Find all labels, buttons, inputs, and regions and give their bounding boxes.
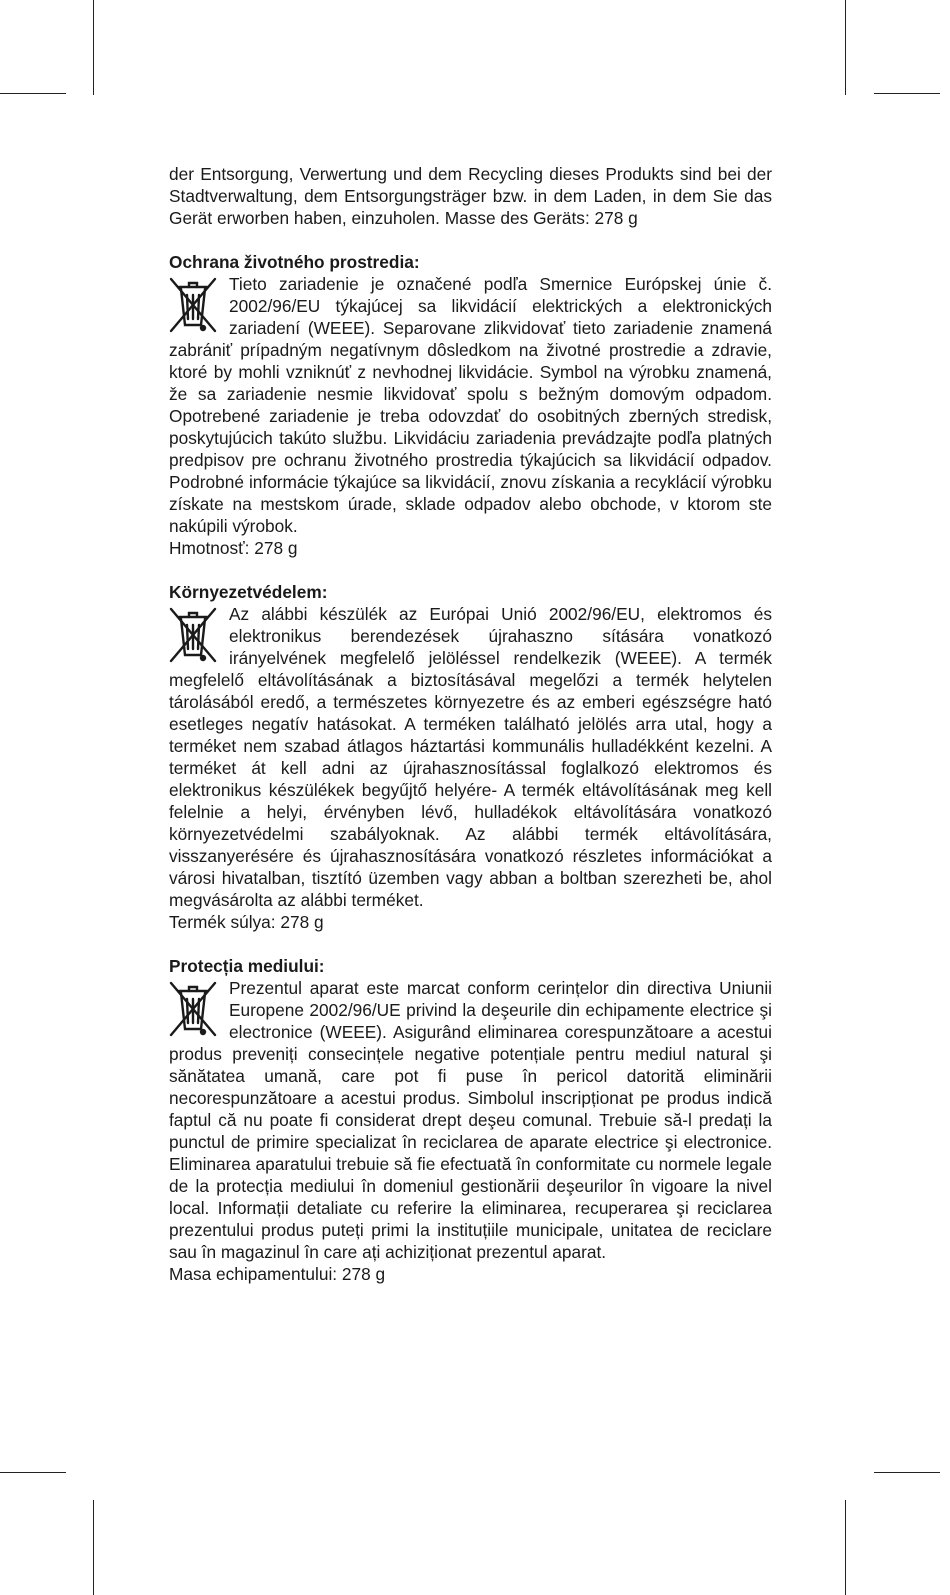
weee-bin-icon: [167, 603, 219, 669]
weee-bin-icon: [167, 977, 219, 1043]
crop-mark-right-top: [874, 93, 940, 94]
section-body: Prezentul aparat este marcat conform cerințelor din directiva Uniunii Europene 2002/96/UE privind la deşeurile din echipamente electrice şi electronice (WEEE). Asigurând eliminarea corespunzătoare a acestui produs preveniți consecințele negative potențiale pentru mediul natural şi sănătatea umană, care pot fi puse în pericol datorită eliminării necorespunzătoare a acestui produs. Simbolul inscripționat pe produs indică faptul că nu poate fi considerat drept deşeu comunal. Trebuie să-l predați la punctul de primire specializat în reciclarea de aparate electrice şi electronice. Eliminarea aparatului trebuie să fie efectuată în conformitate cu normele legale de la protecția mediului în domeniul gestionării deşeurilor în vigoare la nivel local. Informații detaliate cu referire la eliminarea, recuperarea şi reciclarea prezentului produs puteți primi la instituțiile municipale, unitatea de reciclare sau în magazinul în care ați achiziționat prezentul aparat.: [169, 978, 772, 1262]
crop-mark-left-top: [0, 93, 66, 94]
section-slovak: [169, 251, 772, 559]
crop-mark-right-bottom: [874, 1472, 940, 1473]
weight-label: Masa echipamentului: 278 g: [169, 1264, 386, 1284]
weight-label: Termék súlya: 278 g: [169, 912, 324, 932]
crop-mark-top-right: [845, 0, 846, 95]
crop-mark-left-bottom: [0, 1472, 66, 1473]
section-body: Tieto zariadenie je označené podľa Smernice Európskej únie č. 2002/96/EU týkajúcej sa likvidácií elektrických a elektronických zariadení (WEEE). Separovane zlikvidovať tieto zariadenie znamená zabrániť prípadným negatívnym dôsledkom na životné prostredie a zdravie, ktoré by mohli vzniknúť z nevhodnej likvidácie. Symbol na výrobku znamená, že sa zariadenie nesmie likvidovať spolu s bežným domovým odpadom. Opotrebené zariadenie je treba odovzdať do osobitných zberných stredisk, poskytujúcich takúto službu. Likvidáciu zariadenia prevádzajte podľa platných predpisov pre ochranu životného prostredia týkajúcich sa likvidácií odpadov. Podrobné informácie týkajúce sa likvidácií, znovu získania a recyklácií výrobku získate na mestskom úrade, sklade odpadov alebo obchode, v ktorom ste nakúpili výrobok.: [169, 274, 772, 536]
weee-bin-icon: [167, 273, 219, 339]
section-romanian: [169, 955, 772, 1285]
section-hungarian: [169, 581, 772, 933]
intro-paragraph: der Entsorgung, Verwertung und dem Recycling dieses Produkts sind bei der Stadtverwaltung, dem Entsorgungsträger bzw. in dem Laden, in dem Sie das Gerät erworben haben, einzuholen. Masse des Geräts: 278 g: [169, 164, 772, 228]
section-heading: Protecția mediului:: [169, 956, 325, 976]
section-body: Az alábbi készülék az Európai Unió 2002/96/EU, elektromos és elektronikus berendezések újrahaszno sítására vonatkozó irányelvének megfelelő jelöléssel rendelkezik (WEEE). A termék megfelelő eltávolításának a biztosításával megelőzi a termék helytelen tárolásából eredő, a természetes környezetre és az emberi egészségre ható esetleges negatív hatásokat. A terméken található jelölés arra utal, hogy a terméket nem szabad átlagos háztartási kommunális hulladékként kezelni. A terméket át kell adni az újrahasznosítással foglalkozó elektromos és elektronikus készülékek begyűjtő helyére- A termék eltávolításának meg kell felelnie a helyi, érvényben lévő, hulladékok eltávolítására vonatkozó környezetvédelmi szabályoknak. Az alábbi termék eltávolítására, visszanyerésére és újrahasznosítására vonatkozó részletes információkat a városi hivatalban, tisztító üzemben vagy abban a boltban szerezheti be, ahol megvásárolta az alábbi terméket.: [169, 604, 772, 910]
section-heading: Környezetvédelem:: [169, 582, 328, 602]
document-body: [169, 163, 772, 1285]
crop-mark-top-left: [93, 0, 94, 95]
section-heading: Ochrana životného prostredia:: [169, 252, 420, 272]
crop-mark-bottom-right: [845, 1500, 846, 1595]
weight-label: Hmotnosť: 278 g: [169, 538, 298, 558]
crop-mark-bottom-left: [93, 1500, 94, 1595]
